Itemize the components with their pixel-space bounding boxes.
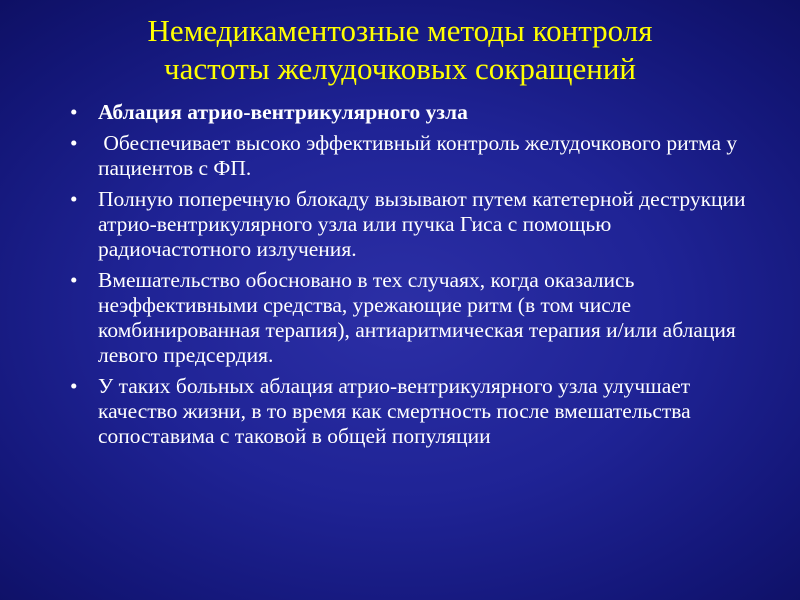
slide-title-line-1: Немедикаментозные методы контроля [147, 13, 653, 48]
bullet-item-effective-control [70, 131, 750, 181]
bullet-text: Аблация атрио-вентрикулярного узла [98, 100, 468, 124]
bullet-dot-icon: • [70, 187, 78, 211]
bullet-text: Обеспечивает высоко эффективный контроль желудочкового ритма у пациентов с ФП. [98, 131, 743, 180]
bullet-list [70, 100, 750, 455]
bullet-dot-icon: • [70, 100, 78, 124]
bullet-item-complete-block [70, 187, 750, 262]
bullet-text: Полную поперечную блокаду вызывают путем катетерной деструкции атрио-вентрикулярного узла или пучка Гиса с помощью радиочастотного излучения. [98, 187, 746, 261]
bullet-text: У таких больных аблация атрио-вентрикулярного узла улучшает качество жизни, в то время как смертность после вмешательства сопоставима с таковой в общей популяции [98, 374, 691, 448]
bullet-dot-icon: • [70, 374, 78, 398]
bullet-item-indication [70, 268, 750, 368]
slide-title [40, 12, 760, 88]
bullet-text: Вмешательство обосновано в тех случаях, когда оказались неэффективными средства, урежающие ритм (в том числе комбинированная терапия), антиаритмическая терапия и/или аблация левого предсердия. [98, 268, 736, 367]
bullet-dot-icon: • [70, 131, 78, 155]
bullet-item-quality-of-life [70, 374, 750, 449]
slide-title-line-2: частоты желудочковых сокращений [164, 51, 636, 86]
bullet-item-ablation-heading [70, 100, 750, 125]
bullet-dot-icon: • [70, 268, 78, 292]
